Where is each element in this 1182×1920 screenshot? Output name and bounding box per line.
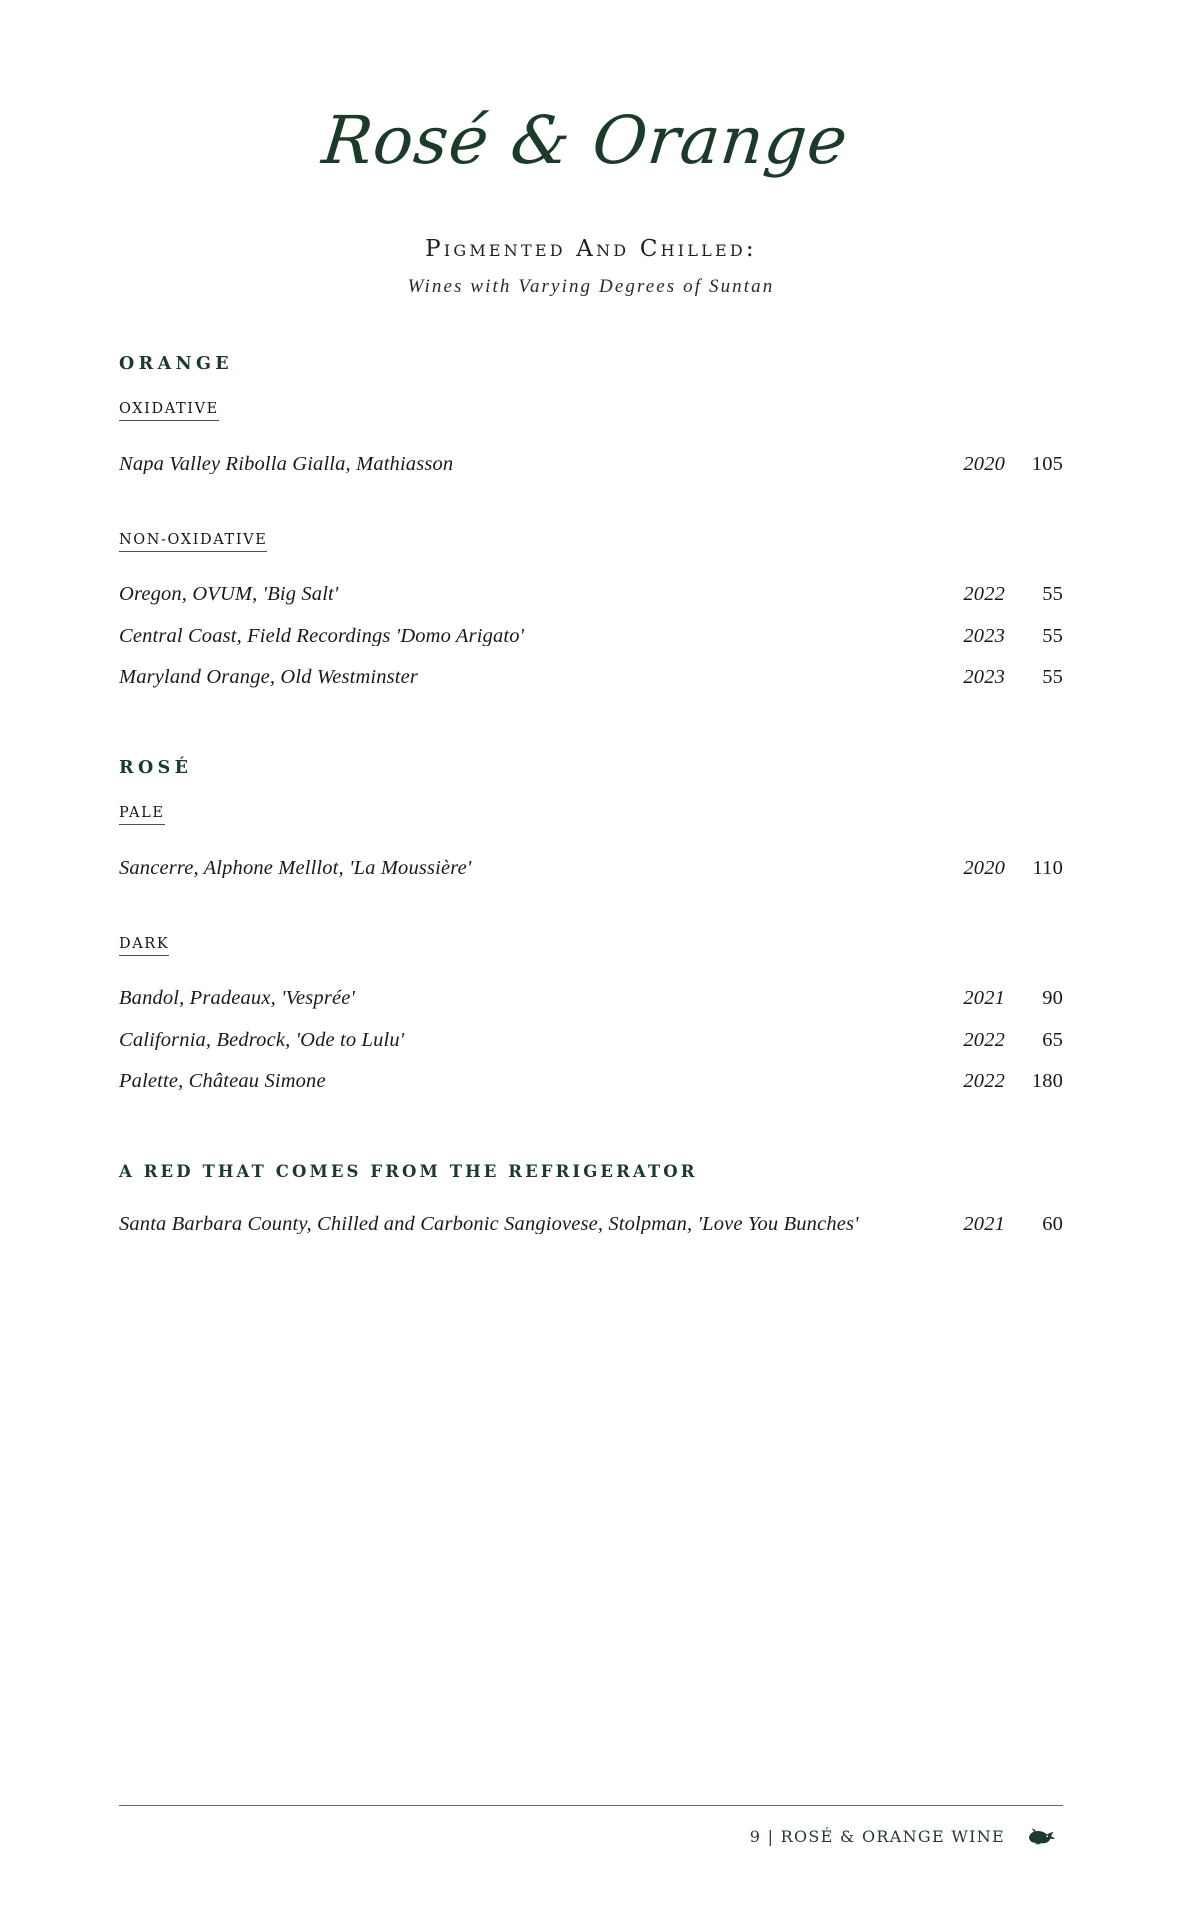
wine-list-pale [119,847,1063,889]
group-non-oxidative [119,531,1063,699]
wine-row [119,1203,1063,1245]
subtitle-block [0,236,1182,298]
wine-price: 180 [1031,1070,1063,1092]
wine-row [119,847,1063,889]
wine-list-non-oxidative [119,574,1063,699]
wine-row [119,574,1063,616]
footer-page-label: 9 | ROSÉ & ORANGE WINE [749,1826,1005,1846]
wine-vintage: 2022 [963,1070,1005,1092]
wine-list-chilled-red [119,1203,1063,1245]
wine-price: 90 [1042,987,1063,1009]
section-orange [119,354,1063,698]
group-oxidative [119,400,1063,485]
wine-price: 110 [1032,856,1063,879]
footer-divider [119,1805,1063,1806]
wine-price: 55 [1042,624,1063,647]
section-chilled-red [119,1162,1063,1245]
subtitle-description: Wines with Varying Degrees of Suntan [407,276,775,297]
section-heading-orange: ORANGE [119,354,234,374]
group-dark [119,935,1063,1103]
wine-price: 55 [1042,583,1063,605]
wine-vintage: 2022 [963,1028,1005,1051]
wine-price: 55 [1042,666,1063,688]
wine-price: 60 [1042,1212,1063,1235]
wine-vintage: 2022 [963,583,1005,605]
section-heading-rose: ROSÉ [119,758,193,778]
menu-content [119,298,1063,1245]
page-title: Rosé & Orange [318,102,852,179]
page-footer [119,1805,1063,1848]
group-pale [119,804,1063,889]
wine-name: Palette, Château Simone [119,1071,326,1092]
wine-row [119,1019,1063,1061]
section-heading-chilled-red: A RED THAT COMES FROM THE REFRIGERATOR [119,1162,698,1181]
wine-row [119,1061,1063,1103]
wine-name: Maryland Orange, Old Westminster [119,667,418,688]
wine-name: Sancerre, Alphone Melllot, 'La Moussière' [119,857,472,878]
wine-price: 105 [1031,452,1063,475]
wine-row [119,657,1063,699]
wine-name: California, Bedrock, 'Ode to Lulu' [119,1029,405,1050]
subhead-non-oxidative: NON-OXIDATIVE [119,532,267,552]
wine-row [119,443,1063,485]
wine-list-dark [119,978,1063,1103]
wine-vintage: 2023 [963,624,1005,647]
wine-vintage: 2020 [963,856,1005,879]
winged-pig-icon [1023,1824,1063,1848]
wine-name: Oregon, OVUM, 'Big Salt' [119,584,339,605]
subtitle-heading: Pigmented And Chilled: [425,236,757,262]
wine-price: 65 [1042,1028,1063,1051]
section-rose [119,758,1063,1102]
wine-vintage: 2020 [963,452,1005,475]
subhead-pale: PALE [119,805,165,825]
wine-row [119,615,1063,657]
wine-name: Napa Valley Ribolla Gialla, Mathiasson [119,453,454,474]
wine-list-oxidative [119,443,1063,485]
subhead-oxidative: OXIDATIVE [119,401,219,421]
wine-row [119,978,1063,1020]
subhead-dark: DARK [119,936,169,956]
wine-vintage: 2021 [963,1212,1005,1235]
wine-name: Bandol, Pradeaux, 'Vesprée' [119,988,355,1009]
wine-vintage: 2023 [963,666,1005,688]
wine-name: Central Coast, Field Recordings 'Domo Arigato' [119,625,525,646]
wine-vintage: 2021 [963,987,1005,1009]
wine-name: Santa Barbara County, Chilled and Carbonic Sangiovese, Stolpman, 'Love You Bunches' [119,1213,859,1234]
